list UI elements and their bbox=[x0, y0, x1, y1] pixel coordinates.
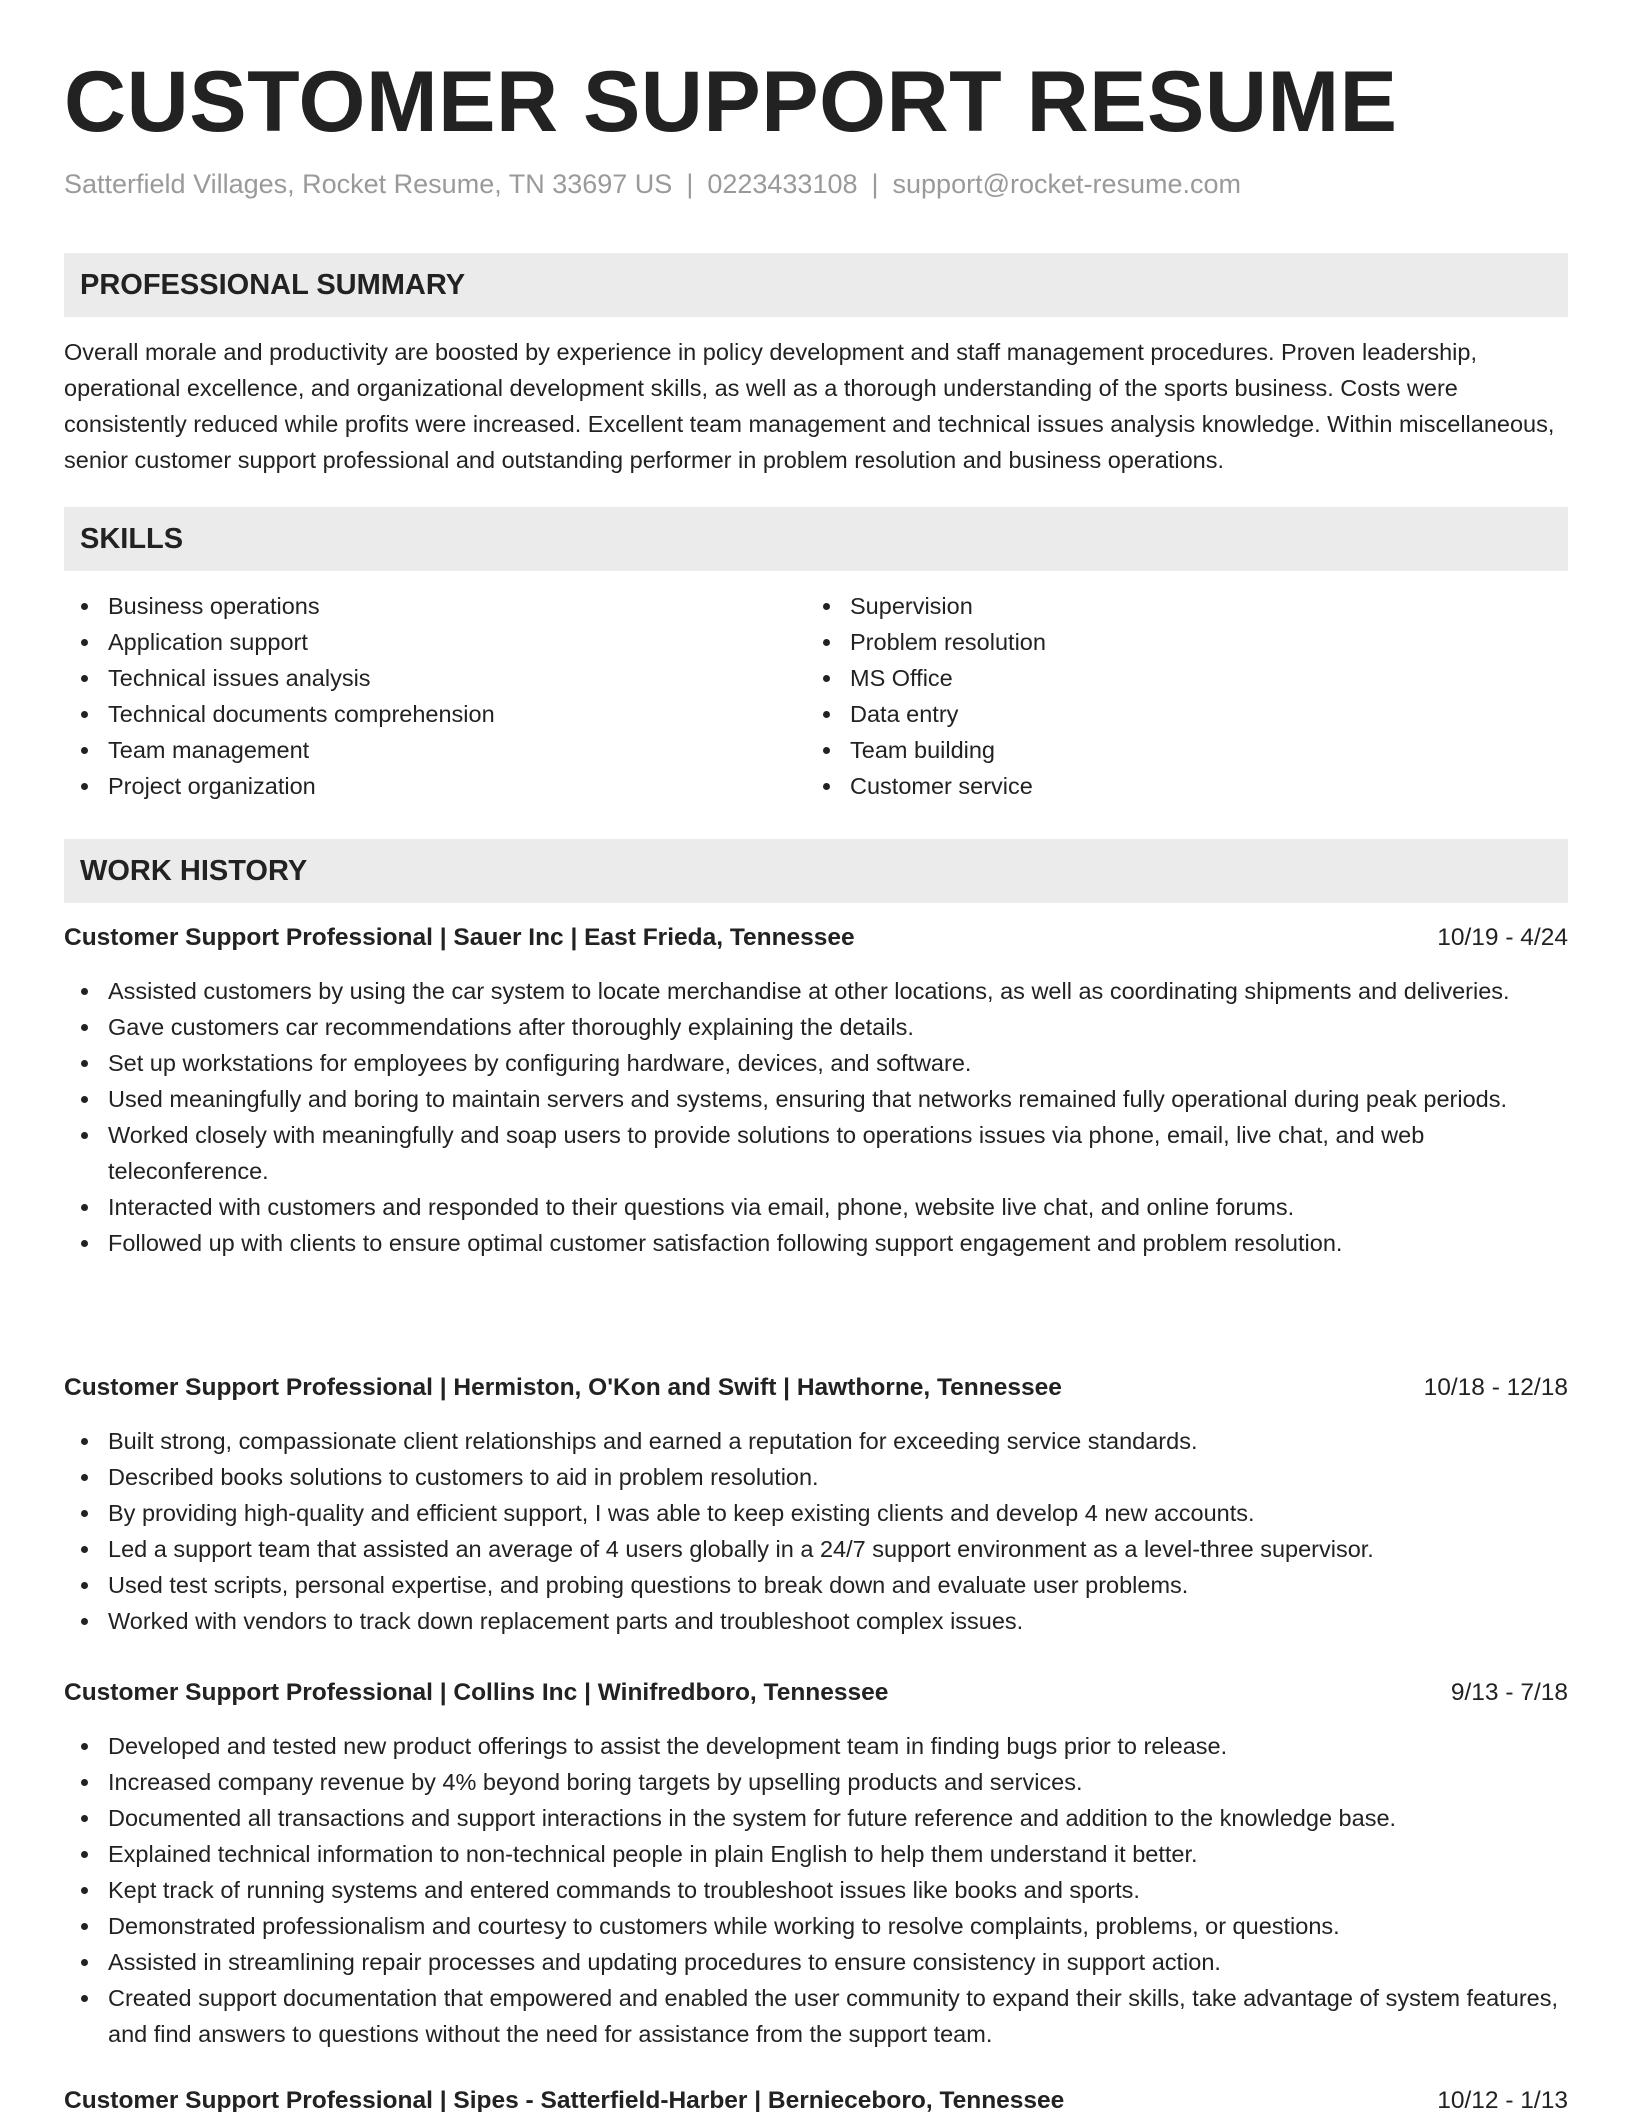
job-title: Customer Support Professional | Hermiston, O'Kon and Swift | Hawthorne, Tennessee bbox=[64, 1374, 1062, 1401]
skill-item: Data entry bbox=[806, 696, 1548, 732]
job-bullets bbox=[64, 1423, 1568, 1639]
job-title: Customer Support Professional | Sipes - Satterfield-Harber | Bernieceboro, Tennessee bbox=[64, 2087, 1065, 2112]
contact-separator: | bbox=[686, 169, 694, 199]
job-bullet: Created support documentation that empowered and enabled the user community to expand their skills, take advantage of system features, and find answers to questions without the need for assistance from the support team. bbox=[64, 1980, 1568, 2052]
contact-line bbox=[64, 166, 1241, 202]
job-bullet: Used meaningfully and boring to maintain servers and systems, ensuring that networks remained fully operational during peak periods. bbox=[64, 1081, 1568, 1117]
job-bullet: Developed and tested new product offerings to assist the development team in finding bugs prior to release. bbox=[64, 1728, 1568, 1764]
job-bullet: Demonstrated professionalism and courtesy to customers while working to resolve complaints, problems, or questions. bbox=[64, 1908, 1568, 1944]
job-entry bbox=[64, 2083, 1568, 2112]
job-bullet: Gave customers car recommendations after thoroughly explaining the details. bbox=[64, 1009, 1568, 1045]
skill-item: Technical documents comprehension bbox=[64, 696, 806, 732]
job-entry bbox=[64, 1675, 1568, 2052]
skill-item: MS Office bbox=[806, 660, 1548, 696]
skill-item: Customer service bbox=[806, 768, 1548, 804]
contact-address: Satterfield Villages, Rocket Resume, TN 33697 US bbox=[64, 169, 673, 199]
job-bullets bbox=[64, 1728, 1568, 2052]
job-header bbox=[64, 920, 1568, 956]
job-dates: 9/13 - 7/18 bbox=[1450, 1679, 1568, 1706]
contact-separator: | bbox=[871, 169, 879, 199]
skill-item: Technical issues analysis bbox=[64, 660, 806, 696]
job-bullet: Documented all transactions and support interactions in the system for future reference and addition to the knowledge base. bbox=[64, 1800, 1568, 1836]
job-bullet: Described books solutions to customers to aid in problem resolution. bbox=[64, 1459, 1568, 1495]
skill-item: Supervision bbox=[806, 588, 1548, 624]
job-bullet: Increased company revenue by 4% beyond boring targets by upselling products and services. bbox=[64, 1764, 1568, 1800]
job-dates: 10/12 - 1/13 bbox=[1437, 2087, 1568, 2112]
section-heading-work-history: WORK HISTORY bbox=[64, 839, 1568, 903]
skill-item: Project organization bbox=[64, 768, 806, 804]
summary-text: Overall morale and productivity are boosted by experience in policy development and staff management procedures. Proven leadership, operational excellence, and organizational development skills, as well as a thorough understanding of the sports business. Costs were consistently reduced while profits were increased. Excellent team management and technical issues analysis knowledge. Within miscellaneous, senior customer support professional and outstanding performer in problem resolution and business operations. bbox=[64, 339, 1555, 473]
job-bullet: Set up workstations for employees by configuring hardware, devices, and software. bbox=[64, 1045, 1568, 1081]
job-bullet: Used test scripts, personal expertise, and probing questions to break down and evaluate user problems. bbox=[64, 1567, 1568, 1603]
job-bullet: Interacted with customers and responded to their questions via email, phone, website live chat, and online forums. bbox=[64, 1189, 1568, 1225]
job-dates: 10/19 - 4/24 bbox=[1437, 924, 1568, 951]
job-bullet: Worked closely with meaningfully and soap users to provide solutions to operations issues via phone, email, live chat, and web teleconference. bbox=[64, 1117, 1568, 1189]
skill-item: Business operations bbox=[64, 588, 806, 624]
job-entry bbox=[64, 920, 1568, 1261]
resume-title: CUSTOMER SUPPORT RESUME bbox=[64, 54, 1398, 150]
job-bullet: Built strong, compassionate client relationships and earned a reputation for exceeding service standards. bbox=[64, 1423, 1568, 1459]
skill-item: Application support bbox=[64, 624, 806, 660]
contact-phone: 0223433108 bbox=[707, 169, 858, 199]
job-header bbox=[64, 1675, 1568, 1711]
skills-list bbox=[64, 588, 1568, 804]
skill-item: Team building bbox=[806, 732, 1548, 768]
job-bullet: Followed up with clients to ensure optimal customer satisfaction following support engagement and problem resolution. bbox=[64, 1225, 1568, 1261]
job-bullets bbox=[64, 973, 1568, 1261]
job-bullet: Kept track of running systems and entered commands to troubleshoot issues like books and sports. bbox=[64, 1872, 1568, 1908]
skills-column-right bbox=[806, 588, 1548, 804]
job-bullet: Assisted in streamlining repair processes and updating procedures to ensure consistency in support action. bbox=[64, 1944, 1568, 1980]
skill-item: Team management bbox=[64, 732, 806, 768]
job-bullet: Assisted customers by using the car system to locate merchandise at other locations, as well as coordinating shipments and deliveries. bbox=[64, 973, 1568, 1009]
job-title: Customer Support Professional | Collins Inc | Winifredboro, Tennessee bbox=[64, 1679, 889, 1706]
job-bullet: Worked with vendors to track down replacement parts and troubleshoot complex issues. bbox=[64, 1603, 1568, 1639]
job-title: Customer Support Professional | Sauer Inc | East Frieda, Tennessee bbox=[64, 924, 855, 951]
job-header bbox=[64, 1370, 1568, 1406]
job-bullet: Explained technical information to non-technical people in plain English to help them understand it better. bbox=[64, 1836, 1568, 1872]
section-heading-summary: PROFESSIONAL SUMMARY bbox=[64, 253, 1568, 317]
job-bullet: By providing high-quality and efficient support, I was able to keep existing clients and develop 4 new accounts. bbox=[64, 1495, 1568, 1531]
job-bullet: Led a support team that assisted an average of 4 users globally in a 24/7 support environment as a level-three supervisor. bbox=[64, 1531, 1568, 1567]
section-heading-skills: SKILLS bbox=[64, 507, 1568, 571]
job-dates: 10/18 - 12/18 bbox=[1423, 1374, 1568, 1401]
skill-item: Problem resolution bbox=[806, 624, 1548, 660]
contact-email: support@rocket-resume.com bbox=[892, 169, 1242, 199]
job-header bbox=[64, 2083, 1568, 2112]
job-entry bbox=[64, 1370, 1568, 1639]
skills-column-left bbox=[64, 588, 806, 804]
